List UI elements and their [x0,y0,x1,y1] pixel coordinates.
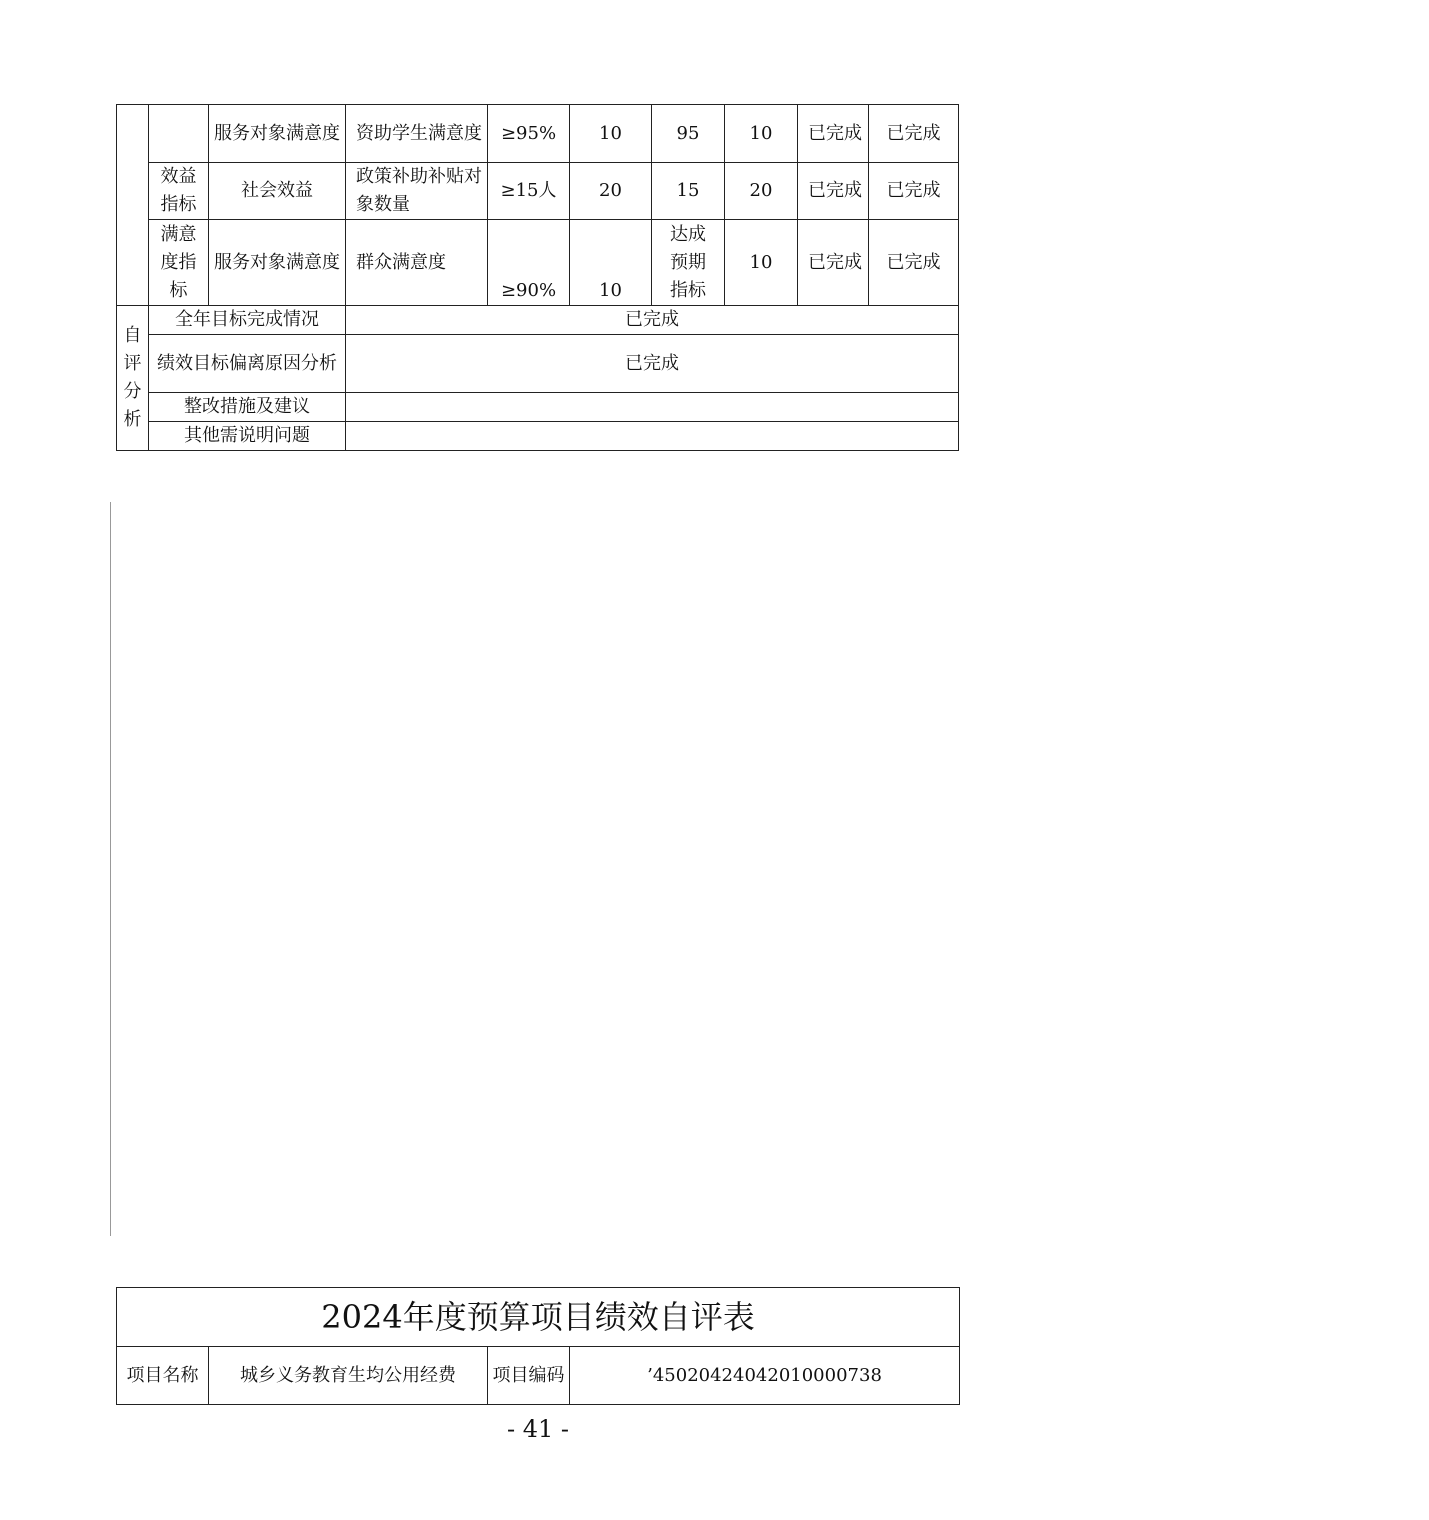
project-code-label: 项目编码 [488,1347,570,1405]
category-cell [149,105,209,163]
weight-cell: 10 [570,220,652,306]
self-eval-row-value [346,422,959,451]
self-eval-row-value: 已完成 [346,335,959,393]
score-cell: 10 [725,105,798,163]
status-cell: 已完成 [798,163,869,220]
note-cell: 已完成 [869,163,959,220]
margin-line [110,502,111,1236]
table-row [117,220,959,306]
table-row [117,306,959,335]
actual-cell: 15 [652,163,725,220]
project-code: ’45020424042010000738 [570,1347,960,1405]
table-title: 2024年度预算项目绩效自评表 [117,1288,960,1347]
category-cell: 满意度指标 [149,220,209,306]
table-row [117,105,959,163]
status-cell: 已完成 [798,220,869,306]
target-cell: ≥95% [488,105,570,163]
performance-indicator-table [116,104,959,451]
actual-cell: 95 [652,105,725,163]
score-cell: 20 [725,163,798,220]
weight-cell: 10 [570,105,652,163]
table-row [117,422,959,451]
actual-cell: 达成预期指标 [652,220,725,306]
indicator-cell: 群众满意度 [346,220,488,306]
sub-indicator-cell: 服务对象满意度 [209,220,346,306]
self-eval-row-label: 全年目标完成情况 [149,306,346,335]
self-eval-row-value: 已完成 [346,306,959,335]
note-cell: 已完成 [869,220,959,306]
indicator-cell: 资助学生满意度 [346,105,488,163]
sub-indicator-cell: 社会效益 [209,163,346,220]
category-cell-empty [117,105,149,306]
sub-indicator-cell: 服务对象满意度 [209,105,346,163]
project-name-label: 项目名称 [117,1347,209,1405]
status-cell: 已完成 [798,105,869,163]
weight-cell: 20 [570,163,652,220]
indicator-cell: 政策补助补贴对象数量 [346,163,488,220]
self-eval-row-label: 其他需说明问题 [149,422,346,451]
self-evaluation-header-table [116,1287,960,1405]
table-row [117,335,959,393]
score-cell: 10 [725,220,798,306]
category-cell: 效益指标 [149,163,209,220]
note-cell: 已完成 [869,105,959,163]
table-row [117,1288,960,1347]
self-eval-label: 自评分析 [117,306,149,451]
page-number: - 41 - [506,1415,569,1443]
target-cell: ≥15人 [488,163,570,220]
self-eval-row-value [346,393,959,422]
self-eval-row-label: 绩效目标偏离原因分析 [149,335,346,393]
project-name: 城乡义务教育生均公用经费 [209,1347,488,1405]
table-row [117,393,959,422]
self-eval-row-label: 整改措施及建议 [149,393,346,422]
table-row [117,163,959,220]
target-cell: ≥90% [488,220,570,306]
table-row [117,1347,960,1405]
